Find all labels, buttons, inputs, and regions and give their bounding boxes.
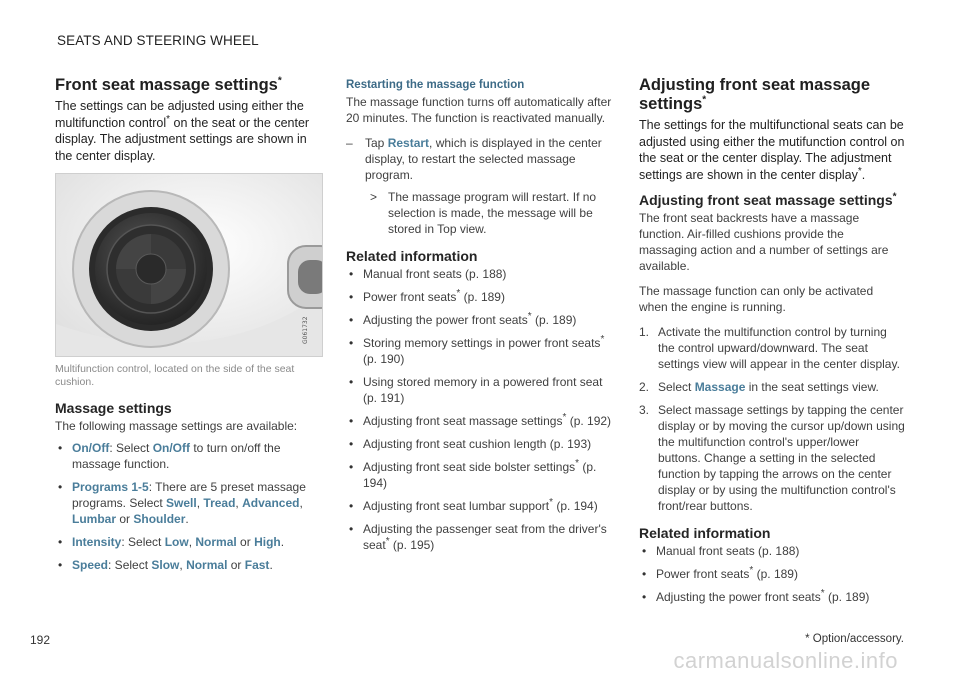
restart-option: Restart [387, 136, 430, 150]
figure-code: G061732 [302, 316, 309, 344]
seat-control-drawing [56, 174, 322, 356]
restart-result: > The massage program will restart. If no selection is made, the message will be stored in Top view. [370, 190, 597, 236]
related-link[interactable]: • Power front seats* (p. 189) [639, 566, 905, 582]
column-right [639, 76, 905, 612]
step-item: 3. Select massage settings by tapping the center display or by moving the cursor up/down using the multifunction control's upper/lower buttons. Change a setting in the selected function by tapping the arrows on the center display or by using the multifunction control's front/rear buttons. [639, 403, 905, 513]
section-header: SEATS AND STEERING WHEEL [57, 33, 259, 48]
multifunction-control-illustration [55, 173, 323, 357]
adjusting-title: Adjusting front seat massage settings* [639, 76, 871, 113]
list-item-speed: • Speed: Select Slow, Normal or Fast. [55, 557, 323, 573]
related-link[interactable]: • Adjusting front seat side bolster settings* (p. 194) [346, 459, 614, 491]
footnote: * Option/accessory. [805, 633, 904, 645]
list-item-programs: • Programs 1-5: There are 5 preset massage programs. Select Swell, Tread, Advanced, Lumbar or Shoulder. [55, 479, 323, 527]
adjusting-steps [639, 324, 905, 514]
related-link[interactable]: • Adjusting the power front seats* (p. 189) [639, 589, 905, 605]
adjusting-subheading: Adjusting front seat massage settings* [639, 191, 897, 208]
massage-settings-heading: Massage settings [55, 400, 172, 416]
adjusting-para-2: The massage function can only be activated when the engine is running. [639, 284, 874, 314]
restart-step: – Tap Restart, which is displayed in the center display, to restart the selected massage program. [346, 136, 602, 182]
related-link[interactable]: • Adjusting front seat cushion length (p. 193) [346, 436, 614, 452]
related-link[interactable]: • Using stored memory in a powered front seat (p. 191) [346, 374, 614, 406]
massage-option: Massage [694, 380, 746, 394]
figure-caption: Multifunction control, located on the side of the seat cushion. [55, 363, 295, 388]
related-info-heading: Related information [346, 248, 478, 264]
restart-paragraph: The massage function turns off automatically after 20 minutes. The function is reactivated manually. [346, 95, 612, 125]
related-link[interactable]: • Power front seats* (p. 189) [346, 289, 614, 305]
column-left [55, 76, 323, 580]
related-info-list-right [639, 543, 905, 605]
step-item: 2. Select Massage in the seat settings view. [639, 380, 879, 394]
related-link[interactable]: • Adjusting the passenger seat from the driver's seat* (p. 195) [346, 521, 614, 553]
intro-paragraph: The settings can be adjusted using either the multifunction control* on the seat or the center display. The adjustment settings are shown in the center display. [55, 99, 310, 163]
related-info-list [346, 266, 614, 553]
restart-heading: Restarting the massage function [346, 79, 525, 91]
article-title: Front seat massage settings* [55, 75, 282, 94]
list-item-on-off: • On/Off: Select On/Off to turn on/off the massage function. [55, 440, 323, 472]
massage-settings-intro: The following massage settings are available: [55, 419, 298, 433]
related-link[interactable]: • Storing memory settings in power front seats* (p. 190) [346, 335, 614, 367]
list-item-intensity: • Intensity: Select Low, Normal or High. [55, 534, 323, 550]
related-link[interactable]: • Manual front seats (p. 188) [346, 266, 614, 282]
adjusting-para-1: The front seat backrests have a massage function. Air-filled cushions provide the massaging action and a number of settings are available. [639, 211, 889, 273]
related-link[interactable]: • Adjusting the power front seats* (p. 189) [346, 312, 614, 328]
watermark: carmanualsonline.info [673, 648, 898, 673]
related-link[interactable]: • Manual front seats (p. 188) [639, 543, 905, 559]
related-info-heading-right: Related information [639, 525, 771, 541]
related-link[interactable]: • Adjusting front seat lumbar support* (p. 194) [346, 498, 614, 514]
column-middle [346, 76, 614, 560]
page-number: 192 [30, 633, 51, 647]
step-item: 1. Activate the multifunction control by turning the control upward/downward. The seat settings view will appear in the center display. [639, 325, 900, 371]
massage-settings-list [55, 440, 323, 573]
related-link[interactable]: • Adjusting front seat massage settings* (p. 192) [346, 413, 614, 429]
adjusting-intro: The settings for the multifunctional seats can be adjusted using either the mutifunction control on the seat or the center display. The adjustment settings are shown in the center display*. [639, 118, 905, 182]
